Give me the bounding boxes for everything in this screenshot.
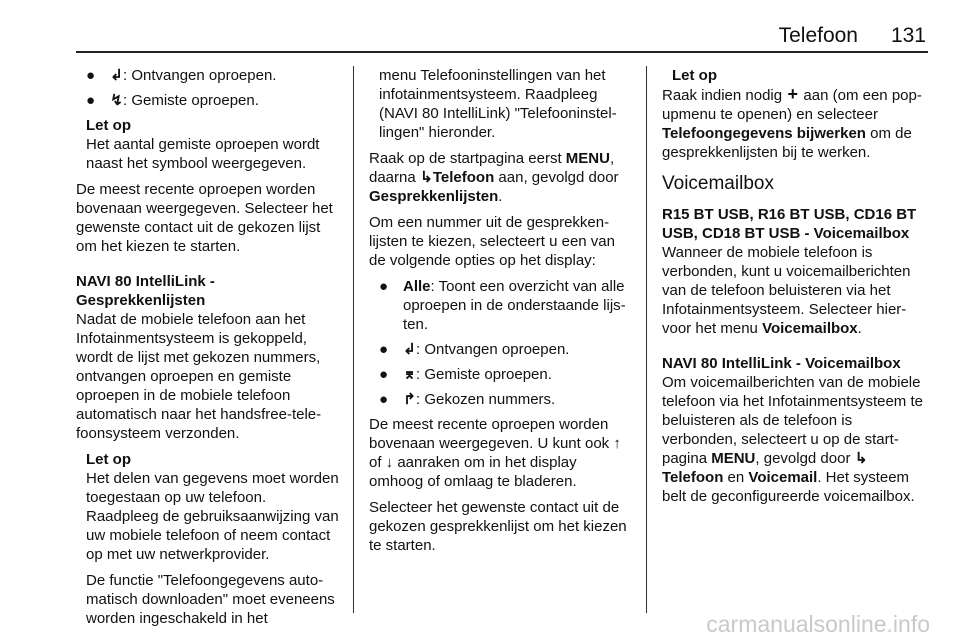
column-divider-2 [646,66,647,613]
column-1: ● ↲: Ontvangen oproepen. ● ↯: Gemiste oproepen. Let op Het aantal gemiste oproepen wordt naast het symbool weergegeven. De meest recente oproepen worden bovenaan weergegeven. Selecteer het gewenste contact uit de gekozen lijst om het kiezen te starten. NAVI 80 IntelliLink - Gesprekkenlijsten Nadat de mobiele telefoon aan het Infotainmentsysteem is gekoppeld, wordt de lijst met gekozen nummers, ontvangen oproepen en gemiste oproepen in de mobiele telefoon automatisch naar het handsfree-telefoonsysteem verzonden. Let op Het delen van gegevens moet worden toegestaan op uw telefoon. Raadpleeg de gebruiksaanwijzing van uw mobiele telefoon of neem contact op met uw netwerkprovider. De functie "Telefoongegevens automatisch downloaden" moet eveneens worden ingeschakeld in het [76,67,339,627]
phone-icon: ↳ [420,169,433,186]
outgoing-call-icon: ↱ [403,391,416,408]
missed-call-icon: ↯ [110,92,123,109]
section-subheading: NAVI 80 IntelliLink - Gesprekkenlijsten [76,273,215,309]
page-header [76,22,928,52]
list-item: ● ↱: Gekozen nummers. [379,391,556,408]
list-item: ● ↯: Gemiste oproepen. [86,92,259,109]
list-item: ● Alle: Toont een overzicht van alle oproepen in de onderstaande lijsten. [379,278,626,333]
missed-call-icon: ⌆ [403,366,416,383]
incoming-call-icon: ↲ [403,341,416,358]
column-3: Let op Raak indien nodig + aan (om een pop-upmenu te openen) en selecteer Telefoongegevens bijwerken om de gesprekkenlijsten bij te werken. Voicemailbox R15 BT USB, R16 BT USB, CD16 BT USB, CD18 BT USB - Voicemailbox Wanneer de mobiele telefoon is verbonden, kunt u voicemailberichten van de telefoon beluisteren via het Infotainmentsysteem. Selecteer hiervoor het menu Voicemailbox. NAVI 80 IntelliLink - Voicemailbox Om voicemailberichten van de mobiele telefoon via het Infotainmentsysteem te beluisteren als de telefoon is verbonden, selecteert u op de startpagina MENU, gevolgd door ↳Telefoon en Voicemail. Het systeem belt de geconfigureerde voicemailbox. [662,66,928,513]
section-subheading: NAVI 80 IntelliLink - Voicemailbox [662,355,901,372]
incoming-call-icon: ↲ [110,67,123,84]
plus-icon: + [787,84,799,104]
header-divider [76,51,928,53]
page-number: 131 [890,24,926,47]
column-divider-1 [353,66,354,613]
note: Let op Raak indien nodig + aan (om een pop-upmenu te openen) en selecteer Telefoongegevens bijwerken om de gesprekkenlijsten bij te werken. [662,67,922,161]
phone-icon: ↳ [854,450,868,467]
section-heading: Voicemailbox [662,173,774,194]
column-2: menu Telefooninstellingen van het infotainmentsysteem. Raadpleeg (NAVI 80 IntelliLink) "Telefooninstellingen" hieronder. Raak op de startpagina eerst MENU, daarna ↳Telefoon aan, gevolgd door Gesprekkenlijsten. Om een nummer uit de gesprekkenlijsten te kiezen, selecteert u een van de volgende opties op het display: ● Alle: Toont een overzicht van alle oproepen in de onderstaande lijsten. ● ↲: Ontvangen oproepen. ● ⌆: Gemiste oproepen. ● ↱: Gekozen nummers. De meest recente oproepen worden bovenaan weergegeven. U kunt ook ↑ of ↓ aanraken om in het display omhoog of omlaag te bladeren. Selecteer het gewenste contact uit de gekozen gesprekkenlijst om het kiezen te starten. [369,66,633,562]
section-subheading: R15 BT USB, R16 BT USB, CD16 BT USB, CD18 BT USB - Voicemailbox [662,206,917,242]
list-item: ● ↲: Ontvangen oproepen. [379,341,570,358]
note: Let op Het delen van gegevens moet worden toegestaan op uw telefoon. Raadpleeg de gebruiksaanwijzing van uw mobiele telefoon of neem contact op met uw netwerkprovider. De functie "Telefoongegevens automatisch downloaden" moet eveneens worden ingeschakeld in het [86,451,339,627]
list-item: ● ↲: Ontvangen oproepen. [86,67,277,84]
list-item: ● ⌆: Gemiste oproepen. [379,366,552,383]
page-title: Telefoon [778,24,858,47]
watermark: carmanualsonline.info [706,611,930,637]
note: Let op Het aantal gemiste oproepen wordt naast het symbool weergegeven. [86,117,320,172]
